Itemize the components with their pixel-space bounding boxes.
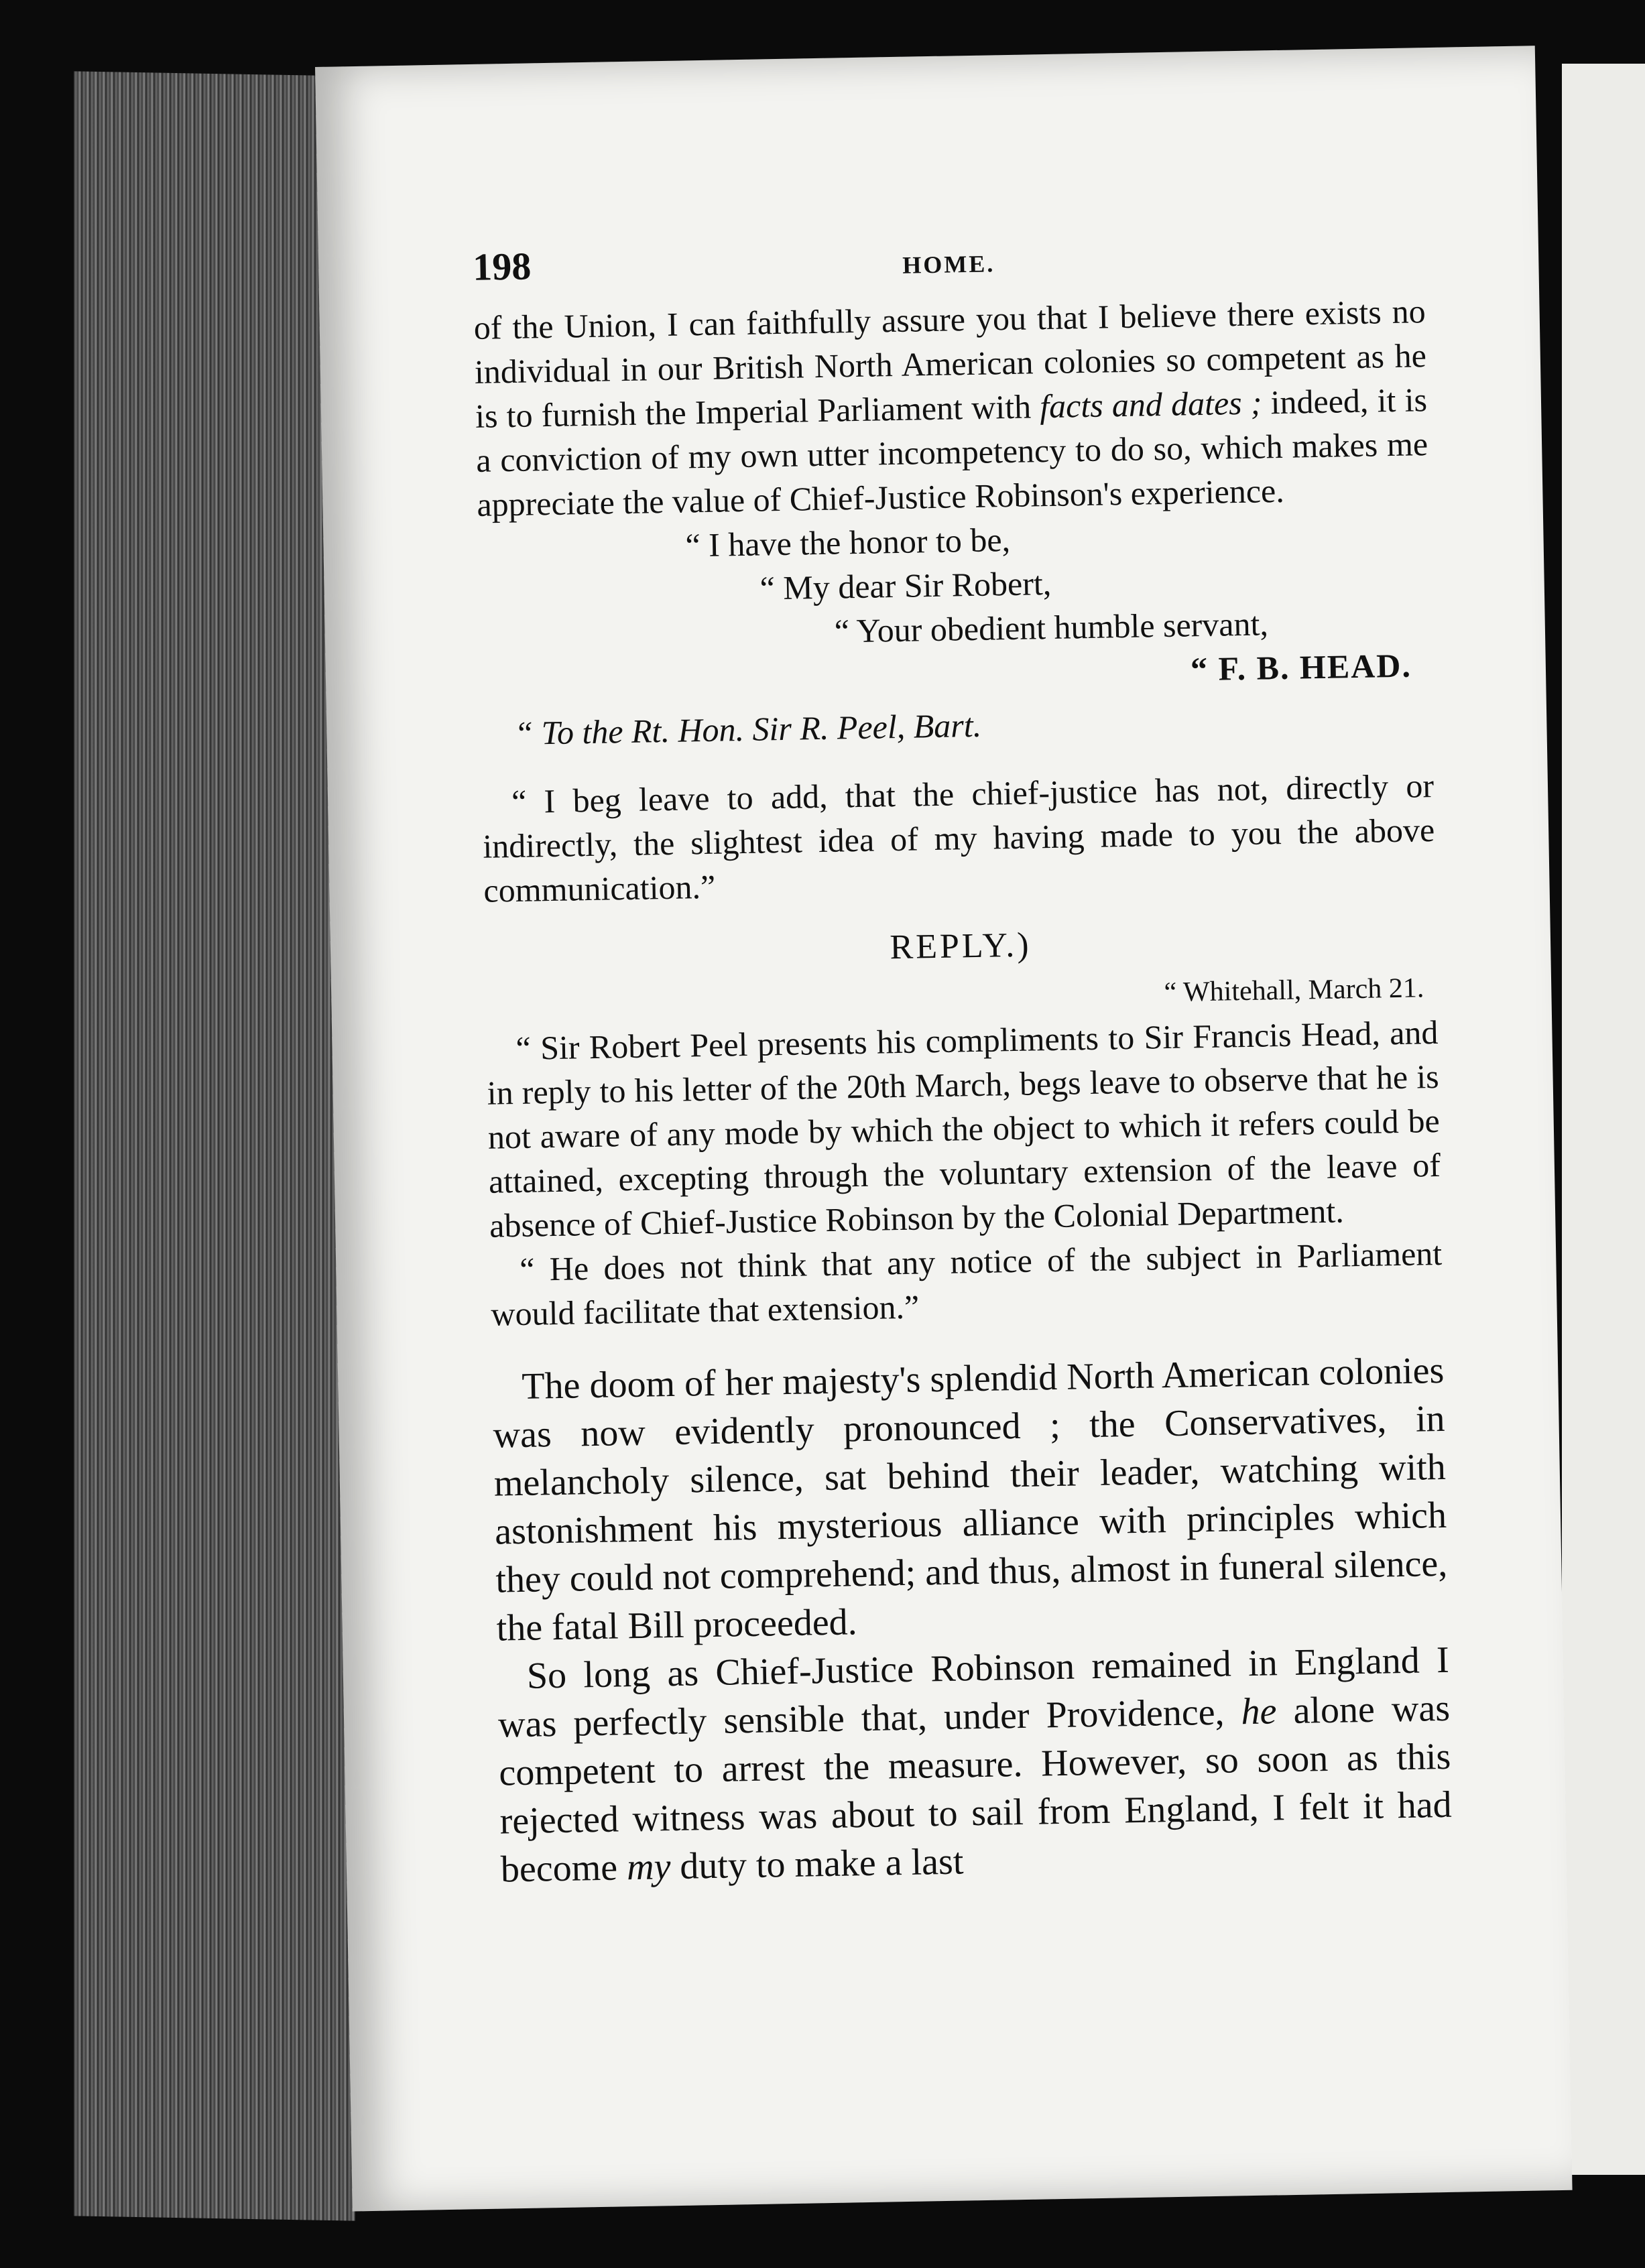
letter-body-cont: indeed, it is a conviction of my own utter incompetency to do so, which makes me appreciate the value of Chief-Justice Robinson's experience. (475, 381, 1428, 523)
reply-paragraph-1: “ Sir Robert Peel presents his compliments to Sir Francis Head, and in reply to his letter of the 20th March, begs leave to observe that he is not aware of any mode by which the object to which it refers could be attained, excepting through the voluntary extension of the leave of absence of Chief-Justice Robinson by the Colonial Department. (487, 1013, 1441, 1245)
letter-body-text: of the Union, I can faithfully assure you that I believe there exists no individual in our British North American colonies so competent as he is to furnish the Imperial Parliament with (473, 292, 1427, 435)
narrative-p2-c: duty to make a last (670, 1840, 964, 1888)
book-page (315, 46, 1573, 2211)
narrative-p2-a: So long as Chief-Justice Robinson remained in England I was perfectly sensible that, under Providence, (497, 1639, 1450, 1746)
narrative-p2-italic: he (1241, 1690, 1277, 1733)
reply-dateline: “ Whitehall, March 21. (1164, 972, 1424, 1009)
narrative-paragraph-1: The doom of her majesty's splendid North American colonies was now evidently pronounced ; the Conservatives, in melancholy silence, sat behind their leader, watching with astonishment his mysterious alliance with principles which they could not comprehend; and thus, almost in funeral silence, the fatal Bill proceeded. (493, 1349, 1448, 1649)
running-head: HOME. (902, 250, 995, 279)
closing-line-3: “ Your obedient humble servant, (834, 605, 1269, 650)
narrative-p2-italic-2: my (626, 1846, 671, 1889)
letter-body (473, 289, 1429, 527)
closing-line-1: “ I have the honor to be, (685, 521, 1011, 564)
reply-paragraph-2: “ He does not think that any notice of the subject in Parliament would facilitate that extension.” (491, 1234, 1443, 1333)
letter-closing (477, 510, 1432, 704)
addressee: “ To the Rt. Hon. Sir R. Peel, Bart. (513, 706, 982, 752)
signature: “ F. B. HEAD. (1190, 646, 1412, 688)
narrative-p2-b: alone was competent to arrest the measure. However, so soon as this rejected witness was about to sail from England, I felt it had become (498, 1687, 1453, 1891)
reply-heading: REPLY.) (890, 926, 1032, 967)
adjacent-page (1562, 64, 1645, 2175)
postscript: “ I beg leave to add, that the chief-justice has not, directly or indirectly, the slightest idea of my having made to you the above communication.” (482, 767, 1435, 909)
page-number: 198 (472, 244, 532, 289)
page-edges (74, 71, 355, 2220)
closing-line-2: “ My dear Sir Robert, (759, 564, 1052, 607)
narrative (492, 1346, 1453, 1894)
page-content (473, 229, 1453, 1893)
letter-body-italic: facts and dates ; (1039, 383, 1262, 426)
narrative-paragraph-2 (497, 1636, 1453, 1894)
